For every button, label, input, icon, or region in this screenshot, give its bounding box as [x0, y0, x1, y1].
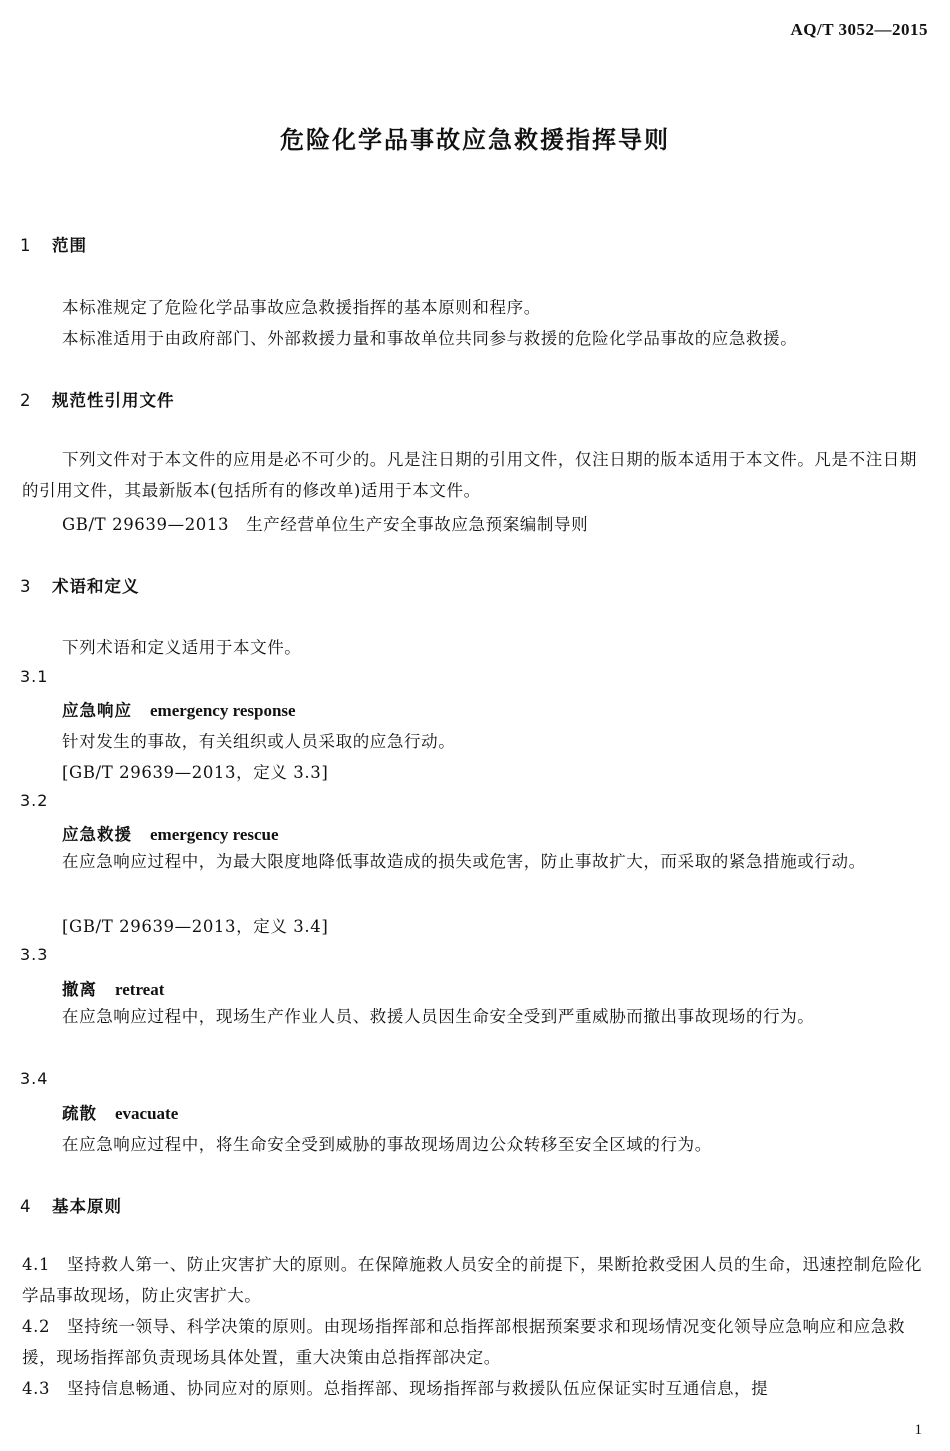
standard-code: AQ/T 3052—2015	[790, 20, 928, 39]
paragraph: 下列文件对于本文件的应用是必不可少的。凡是注日期的引用文件，仅注日期的版本适用于本文件。凡是不注日期的引用文件，其最新版本(包括所有的修改单)适用于本文件。	[22, 450, 917, 500]
section-title: 范围	[52, 236, 87, 255]
section-4-heading	[20, 1193, 122, 1217]
normative-reference: GB/T 29639—2013 生产经营单位生产安全事故应急预案编制导则	[62, 515, 589, 534]
section-number: 2	[20, 391, 32, 410]
term-zh: 疏散	[62, 1104, 97, 1123]
section-number: 4	[20, 1197, 32, 1216]
definition: 在应急响应过程中，现场生产作业人员、救援人员因生命安全受到严重威胁而撤出事故现场的行为。	[62, 1007, 815, 1026]
term-zh: 应急救援	[62, 825, 132, 844]
definition: 针对发生的事故，有关组织或人员采取的应急行动。	[62, 732, 456, 751]
section-number: 1	[20, 236, 32, 255]
section-title: 基本原则	[52, 1197, 122, 1216]
clause-number: 3.3	[20, 945, 49, 964]
term-entry	[62, 697, 296, 721]
page-number: 1	[914, 1422, 922, 1438]
clause-4-3: 4.3 坚持信息畅通、协同应对的原则。总指挥部、现场指挥部与救援队伍应保证实时互通信息，提	[22, 1379, 769, 1398]
definition-source: [GB/T 29639—2013，定义 3.4]	[62, 917, 329, 936]
term-zh: 应急响应	[62, 701, 132, 720]
clause-4-1: 4.1 坚持救人第一、防止灾害扩大的原则。在保障施救人员安全的前提下，果断抢救受困人员的生命，迅速控制危险化学品事故现场，防止灾害扩大。	[22, 1255, 923, 1305]
definition: 在应急响应过程中，将生命安全受到威胁的事故现场周边公众转移至安全区域的行为。	[62, 1135, 712, 1154]
term-entry	[62, 976, 164, 1000]
term-en: emergency rescue	[150, 825, 279, 844]
clause-number: 3.4	[20, 1069, 49, 1088]
section-1-heading	[20, 232, 87, 256]
paragraph: 本标准规定了危险化学品事故应急救援指挥的基本原则和程序。	[62, 298, 541, 317]
clause-number: 3.1	[20, 667, 49, 686]
section-2-heading	[20, 387, 175, 411]
term-en: retreat	[115, 980, 165, 999]
section-title: 规范性引用文件	[52, 391, 175, 410]
paragraph: 下列术语和定义适用于本文件。	[62, 638, 302, 657]
definition: 在应急响应过程中，为最大限度地降低事故造成的损失或危害，防止事故扩大，而采取的紧急措施或行动。	[62, 852, 866, 871]
term-en: emergency response	[150, 701, 296, 720]
term-en: evacuate	[115, 1104, 179, 1123]
term-zh: 撤离	[62, 980, 97, 999]
page-title: 危险化学品事故应急救援指挥导则	[280, 126, 670, 154]
definition-source: [GB/T 29639—2013，定义 3.3]	[62, 763, 329, 782]
section-3-heading	[20, 573, 140, 597]
clause-number: 3.2	[20, 791, 49, 810]
section-title: 术语和定义	[52, 577, 140, 596]
section-number: 3	[20, 577, 32, 596]
term-entry	[62, 821, 279, 845]
clause-4-2: 4.2 坚持统一领导、科学决策的原则。由现场指挥部和总指挥部根据预案要求和现场情况变化领导应急响应和应急救援，现场指挥部负责现场具体处置，重大决策由总指挥部决定。	[22, 1317, 906, 1367]
term-entry	[62, 1100, 178, 1124]
paragraph: 本标准适用于由政府部门、外部救援力量和事故单位共同参与救援的危险化学品事故的应急救援。	[62, 329, 798, 348]
